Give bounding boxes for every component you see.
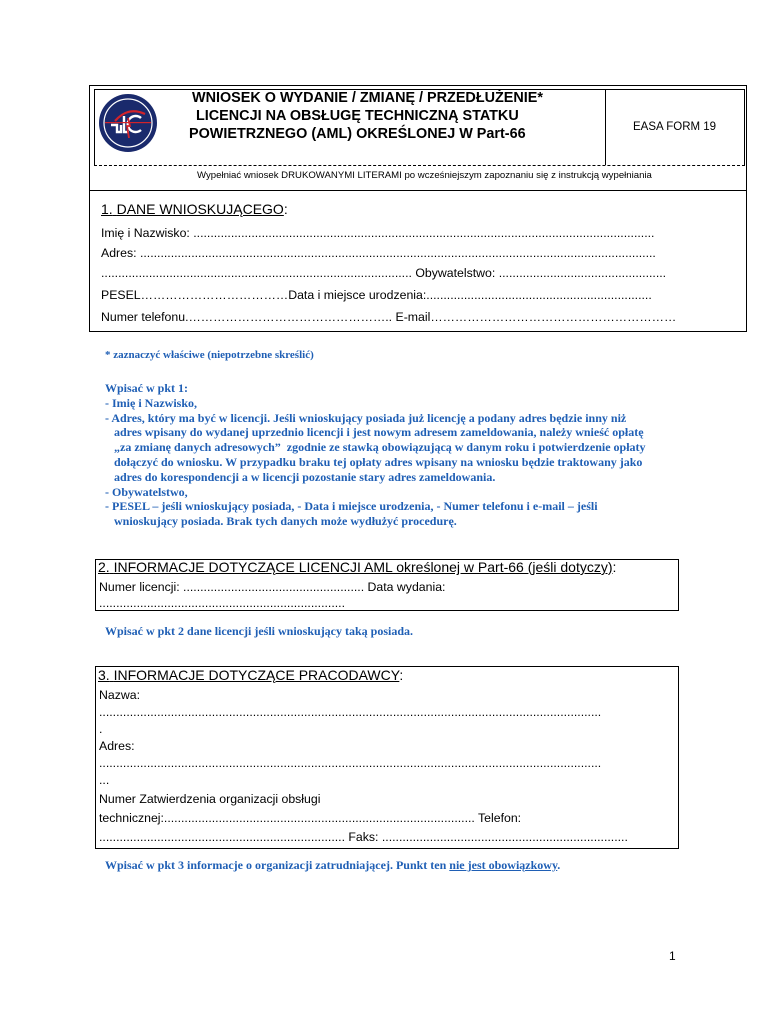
phone-email-field[interactable]: Numer telefonu.………………………………………….. E-mail…………………………………………………… (101, 310, 677, 324)
section1-colon: : (283, 201, 288, 217)
pkt1-line: „za zmianę danych adresowych” zgodnie ze stawką obowiązującą w danym roku i potwierdzenie opłaty (105, 440, 646, 455)
pkt1-line: Wpisać w pkt 1: (105, 381, 189, 395)
section3-heading (98, 667, 403, 683)
header-dashed-divider (94, 165, 745, 166)
fax-field[interactable]: ........................................................................ Faks: ........................................................................ (99, 830, 628, 844)
pkt1-line: adres do korespondencji a w licencji pozostanie stary adres zameldowania. (105, 469, 496, 484)
section1-heading (101, 201, 288, 217)
pkt3-note-emphasis: nie jest obowiązkowy (449, 858, 558, 872)
section3-title: INFORMACJE DOTYCZĄCE PRACODAWCY (113, 667, 400, 683)
ulc-logo-icon (97, 92, 159, 154)
form-number: EASA FORM 19 (633, 121, 717, 133)
citizenship-field[interactable]: ........................................................................................... Obywatelstwo: ................................................. (101, 266, 667, 280)
pkt1-line: wnioskujący posiada. Brak tych danych może wydłużyć procedurę. (105, 514, 457, 529)
name-field[interactable]: Imię i Nazwisko: ....................................................................................................................................... (101, 226, 655, 240)
page-number: 1 (669, 949, 676, 963)
pkt1-instructions (105, 381, 646, 529)
pkt1-line: - Obywatelstwo, (105, 484, 188, 499)
form-number-divider (605, 89, 606, 165)
pesel-birth-field[interactable]: PESEL………………………………Data i miejsce urodzenia:.................................................................. (101, 288, 652, 302)
section3-number: 3. (98, 667, 110, 683)
section1-title: DANE WNIOSKUJĄCEGO (116, 201, 284, 217)
instruction-divider (89, 190, 747, 191)
license-number-field[interactable]: Numer licencji: ..................................................... Data wydania: (99, 580, 446, 594)
pkt1-line: - PESEL – jeśli wnioskujący posiada, - Data i miejsce urodzenia, - Numer telefonu i e-mail – jeśli (105, 499, 598, 514)
asterisk-note: * zaznaczyć właściwe (niepotrzebne skreślić) (105, 349, 314, 361)
section2-heading (98, 559, 616, 575)
pkt1-line: adres wpisany do wydanej uprzednio licencji i jest nowym adresem zameldowania, należy wnieść opłatę (105, 425, 644, 440)
employer-address-label: Adres: (99, 739, 135, 753)
license-date-field[interactable]: ........................................................................ (99, 596, 345, 610)
form-title-line-3: POWIETRZNEGO (AML) OKREŚLONEJ W Part-66 (189, 126, 526, 142)
employer-name-field-cont[interactable]: . (99, 722, 103, 736)
employer-name-field[interactable]: ................................................................................................................................................... (99, 705, 602, 719)
pkt1-line: dołączyć do wniosku. W przypadku braku tej opłaty adres wpisany na wniosku będzie traktowany jako (105, 454, 643, 469)
section2-colon: : (612, 559, 617, 575)
form-title-line-2: LICENCJI NA OBSŁUGĘ TECHNICZNĄ STATKU (196, 108, 519, 124)
section1-number: 1. (101, 201, 113, 217)
form-title-line-1: WNIOSEK O WYDANIE / ZMIANĘ / PRZEDŁUŻENIE* (192, 90, 543, 106)
approval-phone-field[interactable]: technicznej:........................................................................................... Telefon: (99, 811, 522, 825)
pkt3-note-end: . (557, 858, 561, 872)
pkt1-line: - Adres, który ma być w licencji. Jeśli wnioskujący posiada już licencję a podany adres będzie inny niż (105, 410, 627, 425)
section3-colon: : (399, 667, 404, 683)
section2-number: 2. (98, 559, 110, 575)
address-field[interactable]: Adres: ....................................................................................................................................................... (101, 246, 656, 260)
fill-instruction: Wypełniać wniosek DRUKOWANYMI LITERAMI po wcześniejszym zapoznaniu się z instrukcją wypełniania (197, 170, 652, 181)
pkt2-note: Wpisać w pkt 2 dane licencji jeśli wnioskujący taką posiada. (105, 624, 414, 638)
pkt1-line: - Imię i Nazwisko, (105, 395, 197, 410)
approval-number-label: Numer Zatwierdzenia organizacji obsługi (99, 792, 321, 806)
employer-address-field[interactable]: ................................................................................................................................................... (99, 756, 602, 770)
section2-title: INFORMACJE DOTYCZĄCE LICENCJI AML określonej w Part-66 (jeśli dotyczy) (113, 559, 613, 575)
employer-name-label: Nazwa: (99, 688, 141, 702)
pkt3-note-text: Wpisać w pkt 3 informacje o organizacji zatrudniającej. Punkt ten (105, 858, 450, 872)
pkt3-note (105, 858, 560, 873)
employer-address-field-cont[interactable]: ... (99, 773, 110, 787)
